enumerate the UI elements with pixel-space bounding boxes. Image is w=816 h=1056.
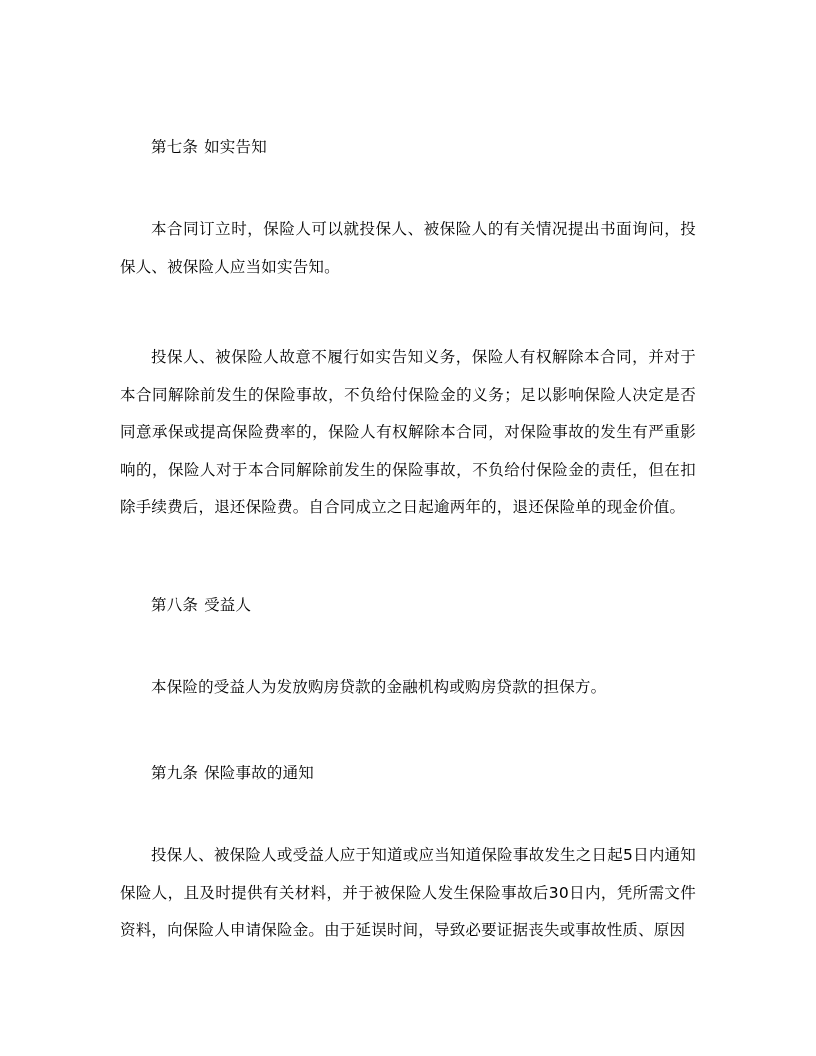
section-heading-title: 如实告知 xyxy=(204,138,267,156)
section-heading-article-7 xyxy=(151,137,267,157)
section-heading-number: 第七条 xyxy=(151,138,199,156)
paragraph-accident-notice: 投保人、被保险人或受益人应于知道或应当知道保险事故发生之日起5日内通知保险人，且及时提供有关材料，并于被保险人发生保险事故后30日内，凭所需文件资料，向保险人申请保险金。由于延误时间，导致必要证据丧失或事故性质、原因 xyxy=(120,846,696,939)
section-heading-title: 受益人 xyxy=(204,596,252,614)
section-heading-number: 第八条 xyxy=(151,596,199,614)
paragraph-disclosure-inquiry: 本合同订立时，保险人可以就投保人、被保险人的有关情况提出书面询问，投保人、被保险人应当如实告知。 xyxy=(120,220,696,276)
paragraph-beneficiary: 本保险的受益人为发放购房贷款的金融机构或购房贷款的担保方。 xyxy=(151,678,607,696)
section-heading-title: 保险事故的通知 xyxy=(204,764,315,782)
section-heading-article-9 xyxy=(151,763,314,783)
section-heading-article-8 xyxy=(151,595,251,615)
section-heading-number: 第九条 xyxy=(151,764,199,782)
paragraph-disclosure-breach: 投保人、被保险人故意不履行如实告知义务，保险人有权解除本合同，并对于本合同解除前发生的保险事故，不负给付保险金的义务；足以影响保险人决定是否同意承保或提高保险费率的，保险人有权解除本合同，对保险事故的发生有严重影响的，保险人对于本合同解除前发生的保险事故，不负给付保险金的责任，但在扣除手续费后，退还保险费。自合同成立之日起逾两年的，退还保险单的现金价值。 xyxy=(120,348,696,516)
